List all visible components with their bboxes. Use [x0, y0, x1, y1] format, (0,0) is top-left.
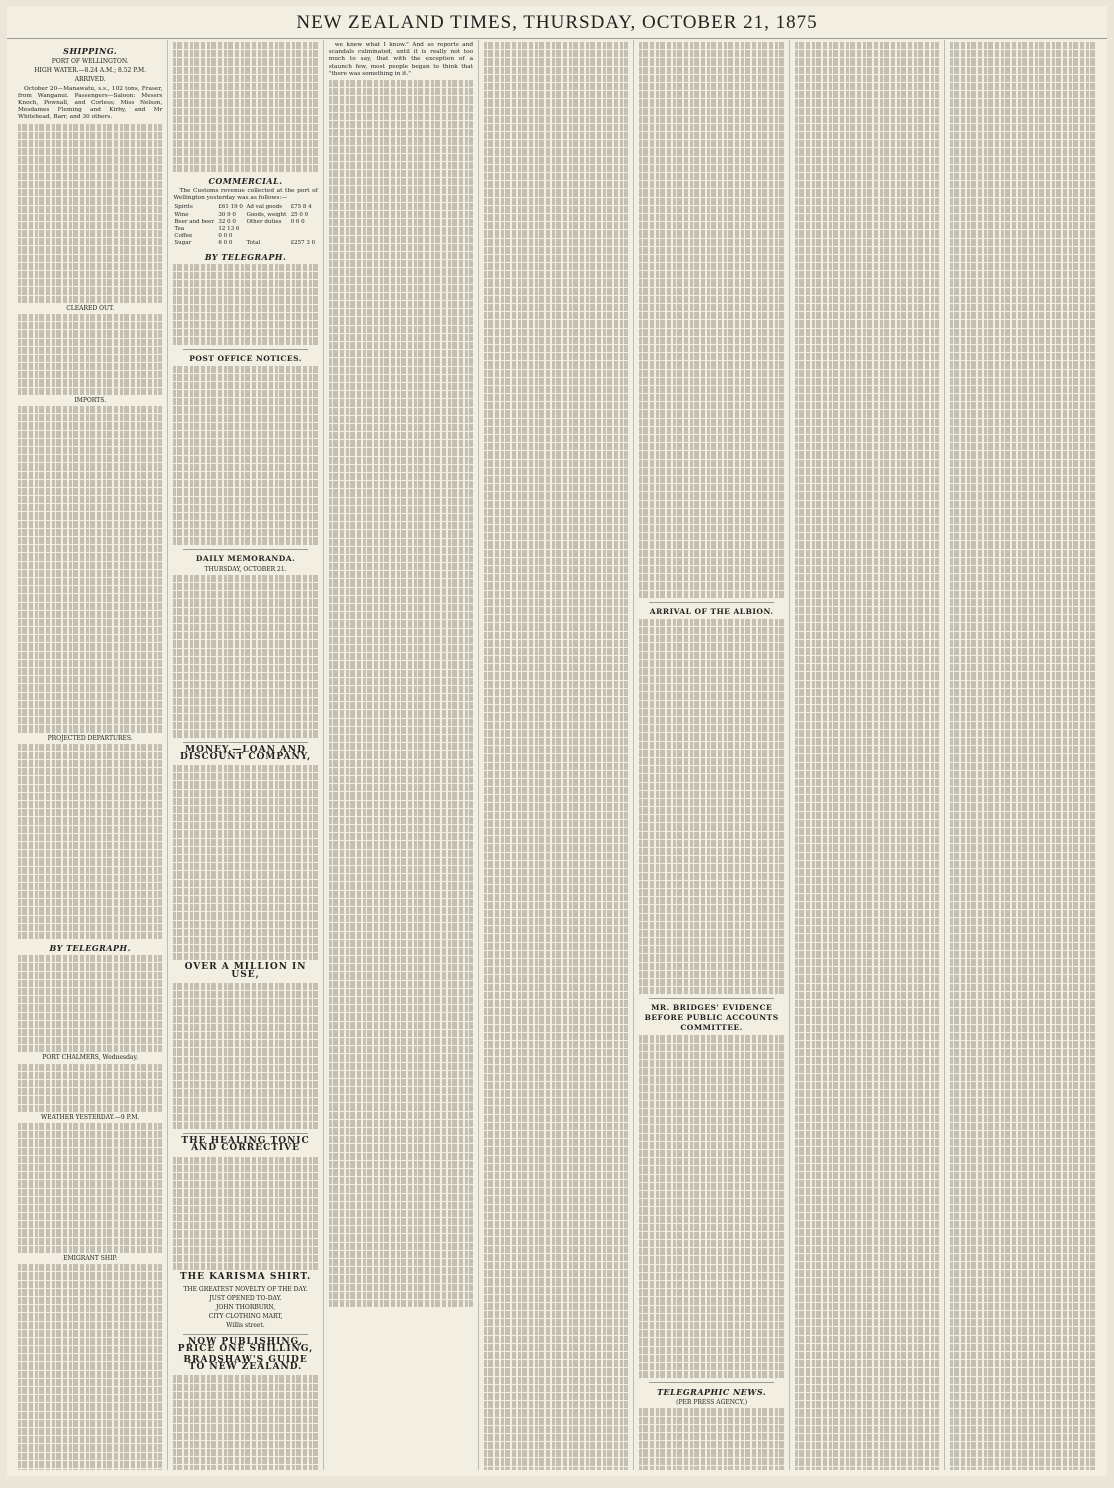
- table-cell: £75 8 4: [290, 204, 312, 211]
- advert-heading: MONEY.—LOAN AND DISCOUNT COMPANY,: [179, 744, 312, 762]
- table-row: [173, 240, 317, 247]
- text-lines: [18, 314, 162, 395]
- table-cell: Sugar: [174, 240, 192, 247]
- column-5: [634, 40, 789, 1470]
- text-lines: [173, 42, 317, 172]
- table-row: [173, 212, 317, 219]
- table-cell: 25 0 0: [290, 211, 309, 218]
- text-lines: [329, 80, 473, 1307]
- column-6: [790, 40, 945, 1470]
- paragraph: The Customs revenue collected at the port of Wellington yesterday was as follows:—: [173, 188, 318, 202]
- subheading: WEATHER YESTERDAY.—9 P.M.: [40, 1113, 140, 1121]
- subheading: JUST OPENED TO-DAY.: [209, 1294, 282, 1302]
- text-lines: [173, 765, 317, 961]
- section-heading: MR. BRIDGES' EVIDENCE BEFORE PUBLIC ACCOUNTS COMMITTEE.: [644, 1003, 779, 1033]
- section-heading: TELEGRAPHIC NEWS.: [657, 1387, 767, 1398]
- text-lines: [18, 1264, 162, 1470]
- section-heading: ARRIVAL OF THE ALBION.: [649, 606, 774, 616]
- divider: [649, 998, 773, 999]
- subheading: JOHN THORBURN,: [215, 1303, 276, 1311]
- advert-heading: THE HEALING TONIC AND CORRECTIVE: [181, 1136, 310, 1154]
- text-lines: [639, 42, 783, 598]
- paragraph: October 20—Manawatu, s.s., 102 tons, Fraser, from Wanganui. Passengers—Saloon: Messrs Knoch, Pownall, and Corless; Miss Nelson, Mesdames Fleming and Kirby, and Mr Whitehead, Barr, and 30 others.: [18, 85, 163, 121]
- subheading: PORT CHALMERS, Wednesday.: [42, 1054, 138, 1062]
- newspaper-page: [7, 6, 1107, 1476]
- divider: [183, 742, 307, 743]
- advert-heading: BRADSHAW'S GUIDE TO NEW ZEALAND.: [183, 1354, 308, 1373]
- subheading: THURSDAY, OCTOBER 21.: [204, 565, 287, 573]
- paragraph: we knew what I know." And so reports and scandals culminated, until it is really not too much to say, that with the exception of a staunch few, most people began to think that "there was something in it.": [328, 42, 474, 77]
- table-row: [173, 233, 317, 240]
- advert-heading: OVER A MILLION IN USE,: [184, 962, 307, 980]
- table-cell: £61 19 0: [218, 204, 243, 211]
- text-lines: [173, 1375, 317, 1470]
- column-4: [479, 40, 634, 1470]
- text-lines: [18, 124, 162, 303]
- text-lines: [18, 955, 162, 1052]
- masthead: NEW ZEALAND TIMES, THURSDAY, OCTOBER 21, 1875: [7, 6, 1107, 39]
- section-heading: SHIPPING.: [63, 46, 118, 56]
- divider: [649, 1382, 773, 1383]
- subheading: CLEARED OUT.: [66, 304, 115, 312]
- advert-heading: NOW PUBLISHING, PRICE ONE SHILLING,: [177, 1336, 314, 1354]
- table-cell: 12 13 6: [218, 226, 240, 233]
- text-lines: [18, 1123, 162, 1253]
- text-lines: [18, 406, 162, 733]
- columns: [13, 40, 1101, 1470]
- text-lines: [639, 1035, 783, 1378]
- table-cell: [290, 233, 318, 240]
- table-row: [173, 219, 317, 226]
- section-heading: BY TELEGRAPH.: [204, 251, 287, 262]
- subheading: IMPORTS.: [74, 396, 107, 404]
- subheading: ARRIVED.: [74, 76, 106, 84]
- divider: [649, 602, 773, 603]
- table-cell: [245, 226, 289, 233]
- table-cell: 30 9 0: [218, 211, 236, 218]
- subheading: PROJECTED DEPARTURES.: [47, 734, 133, 742]
- customs-table: [173, 204, 317, 247]
- text-lines: [484, 42, 628, 1470]
- column-7: [945, 40, 1100, 1470]
- section-heading: POST OFFICE NOTICES.: [189, 353, 302, 363]
- subheading: PORT OF WELLINGTON.: [51, 58, 129, 65]
- table-cell: 6 0 0: [218, 240, 233, 247]
- text-lines: [173, 575, 317, 738]
- subheading: (PER PRESS AGENCY.): [676, 1399, 748, 1407]
- table-cell: Wine: [174, 211, 189, 218]
- subheading: THE GREATEST NOVELTY OF THE DAY.: [183, 1285, 308, 1293]
- table-cell: Coffee: [174, 233, 193, 240]
- text-lines: [173, 366, 317, 545]
- text-lines: [18, 744, 162, 940]
- table-cell: Goods, weight: [246, 211, 287, 218]
- table-cell: Spirits: [174, 204, 193, 211]
- divider: [183, 349, 307, 350]
- section-heading: COMMERCIAL.: [208, 176, 283, 186]
- text-lines: [173, 264, 317, 345]
- text-lines: [639, 619, 783, 995]
- subheading: Willis street.: [226, 1322, 265, 1330]
- table-cell: Tea: [174, 226, 185, 233]
- table-cell: 0 0 0: [218, 233, 233, 240]
- divider: [183, 549, 307, 550]
- text-lines: [639, 1408, 783, 1470]
- column-2: [168, 40, 323, 1470]
- table-cell: Other duties: [246, 218, 282, 225]
- text-lines: [950, 42, 1095, 1470]
- table-cell: 0 0 0: [290, 218, 305, 225]
- divider: [183, 1334, 307, 1335]
- text-lines: [173, 983, 317, 1129]
- subheading: EMIGRANT SHIP.: [63, 1255, 118, 1263]
- text-lines: [173, 1157, 317, 1271]
- column-1: [13, 40, 168, 1470]
- divider: [183, 1133, 307, 1134]
- section-heading: DAILY MEMORANDA.: [195, 553, 296, 563]
- table-cell: 32 0 0: [218, 218, 236, 225]
- text-lines: [18, 1064, 162, 1112]
- table-cell: [245, 233, 289, 240]
- table-cell: Ad val goods: [246, 204, 283, 211]
- subheading: HIGH WATER.—8.24 A.M.; 8.52 P.M.: [34, 67, 147, 75]
- table-row: [173, 226, 317, 233]
- table-cell: [290, 226, 318, 233]
- table-cell: Beer and beer: [174, 218, 215, 225]
- table-cell: Total: [246, 240, 261, 247]
- subheading: CITY CLOTHING MART,: [208, 1313, 283, 1321]
- table-row: [173, 204, 317, 211]
- section-heading: BY TELEGRAPH.: [49, 943, 131, 954]
- text-lines: [795, 42, 939, 1470]
- column-3: [324, 40, 479, 1470]
- table-cell: £257 3 0: [290, 240, 316, 247]
- advert-heading: THE KARISMA SHIRT.: [179, 1272, 312, 1283]
